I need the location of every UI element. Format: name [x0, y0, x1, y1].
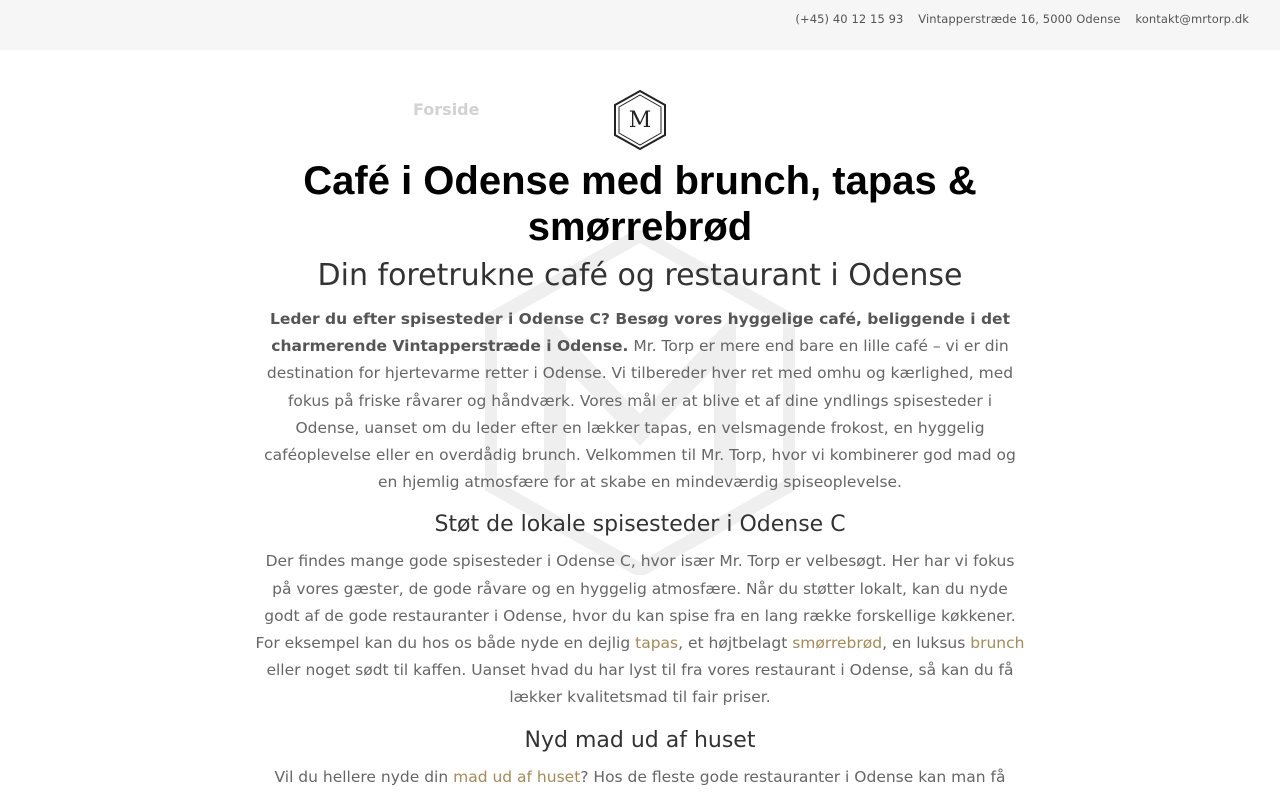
main-content	[255, 158, 1025, 791]
top-bar	[0, 0, 1280, 50]
takeaway-text-1: Vil du hellere nyde din	[274, 767, 454, 786]
logo-letter: M	[628, 108, 652, 133]
section-heading-local: Støt de lokale spisesteder i Odense C	[434, 512, 846, 538]
takeaway-text-2: ? Hos de fleste gode restauranter i Odense kan man få	[580, 767, 1006, 786]
smorrebrod-link[interactable]: smørrebrød	[792, 634, 883, 653]
page-title: Café i Odense med brunch, tapas & smørrebrød	[303, 159, 977, 249]
intro-bold-text: Leder du efter spisesteder i Odense C? Besøg vores hyggelige café, beliggende i det charmerende Vintapperstræde i Odense.	[270, 310, 1010, 356]
contact-info	[784, 12, 1249, 26]
section-heading-takeaway: Nyd mad ud af huset	[524, 727, 756, 753]
tapas-link[interactable]: tapas	[635, 634, 679, 653]
nav-item-forside[interactable]: Forside	[413, 100, 480, 119]
phone-number[interactable]: (+45) 40 12 15 93	[795, 12, 904, 26]
takeaway-paragraph	[255, 764, 1025, 791]
intro-text: Mr. Torp er mere end bare en lille café – vi er din destination for hjertevarme retter i Odense. Vi tilbereder hver ret med omhu og kærlighed, med fokus på friske råvarer og håndværk. Vores mål er at blive et af dine yndlings spisesteder i Odense, uanset om du leder efter en lækker tapas, en velsmagende frokost, en hyggelig caféoplevelse eller en overdådig brunch. Velkommen til Mr. Torp, hvor vi kombinerer god mad og en hjemlig atmosfære for at skabe en mindeværdig spiseoplevelse.	[264, 337, 1016, 492]
page-subtitle: Din foretrukne café og restaurant i Odense	[317, 258, 963, 293]
email-link[interactable]: kontakt@mrtorp.dk	[1135, 12, 1249, 26]
intro-paragraph	[255, 306, 1025, 496]
takeaway-link[interactable]: mad ud af huset	[453, 767, 581, 786]
mr-torp-logo-icon[interactable]	[612, 89, 668, 151]
local-paragraph	[255, 548, 1025, 711]
brunch-link[interactable]: brunch	[970, 634, 1025, 653]
local-text-4: eller noget sødt til kaffen. Uanset hvad du har lyst til fra vores restaurant i Odense, så kan du få lækker kvalitetsmad til fair priser.	[266, 661, 1014, 707]
local-text-3: , en luksus	[882, 634, 971, 653]
local-text-1: Der findes mange gode spisesteder i Odense C, hvor især Mr. Torp er velbesøgt. Her har vi fokus på vores gæster, de gode råvare og en hyggelig atmosfære. Når du støtter lokalt, kan du nyde godt af de gode restauranter i Odense, hvor du kan spise fra en lang række forskellige køkkener. For eksempel kan du hos os både nyde en dejlig	[255, 552, 1016, 653]
address: Vintapperstræde 16, 5000 Odense	[918, 12, 1121, 26]
local-text-2: , et højtbelagt	[678, 634, 793, 653]
